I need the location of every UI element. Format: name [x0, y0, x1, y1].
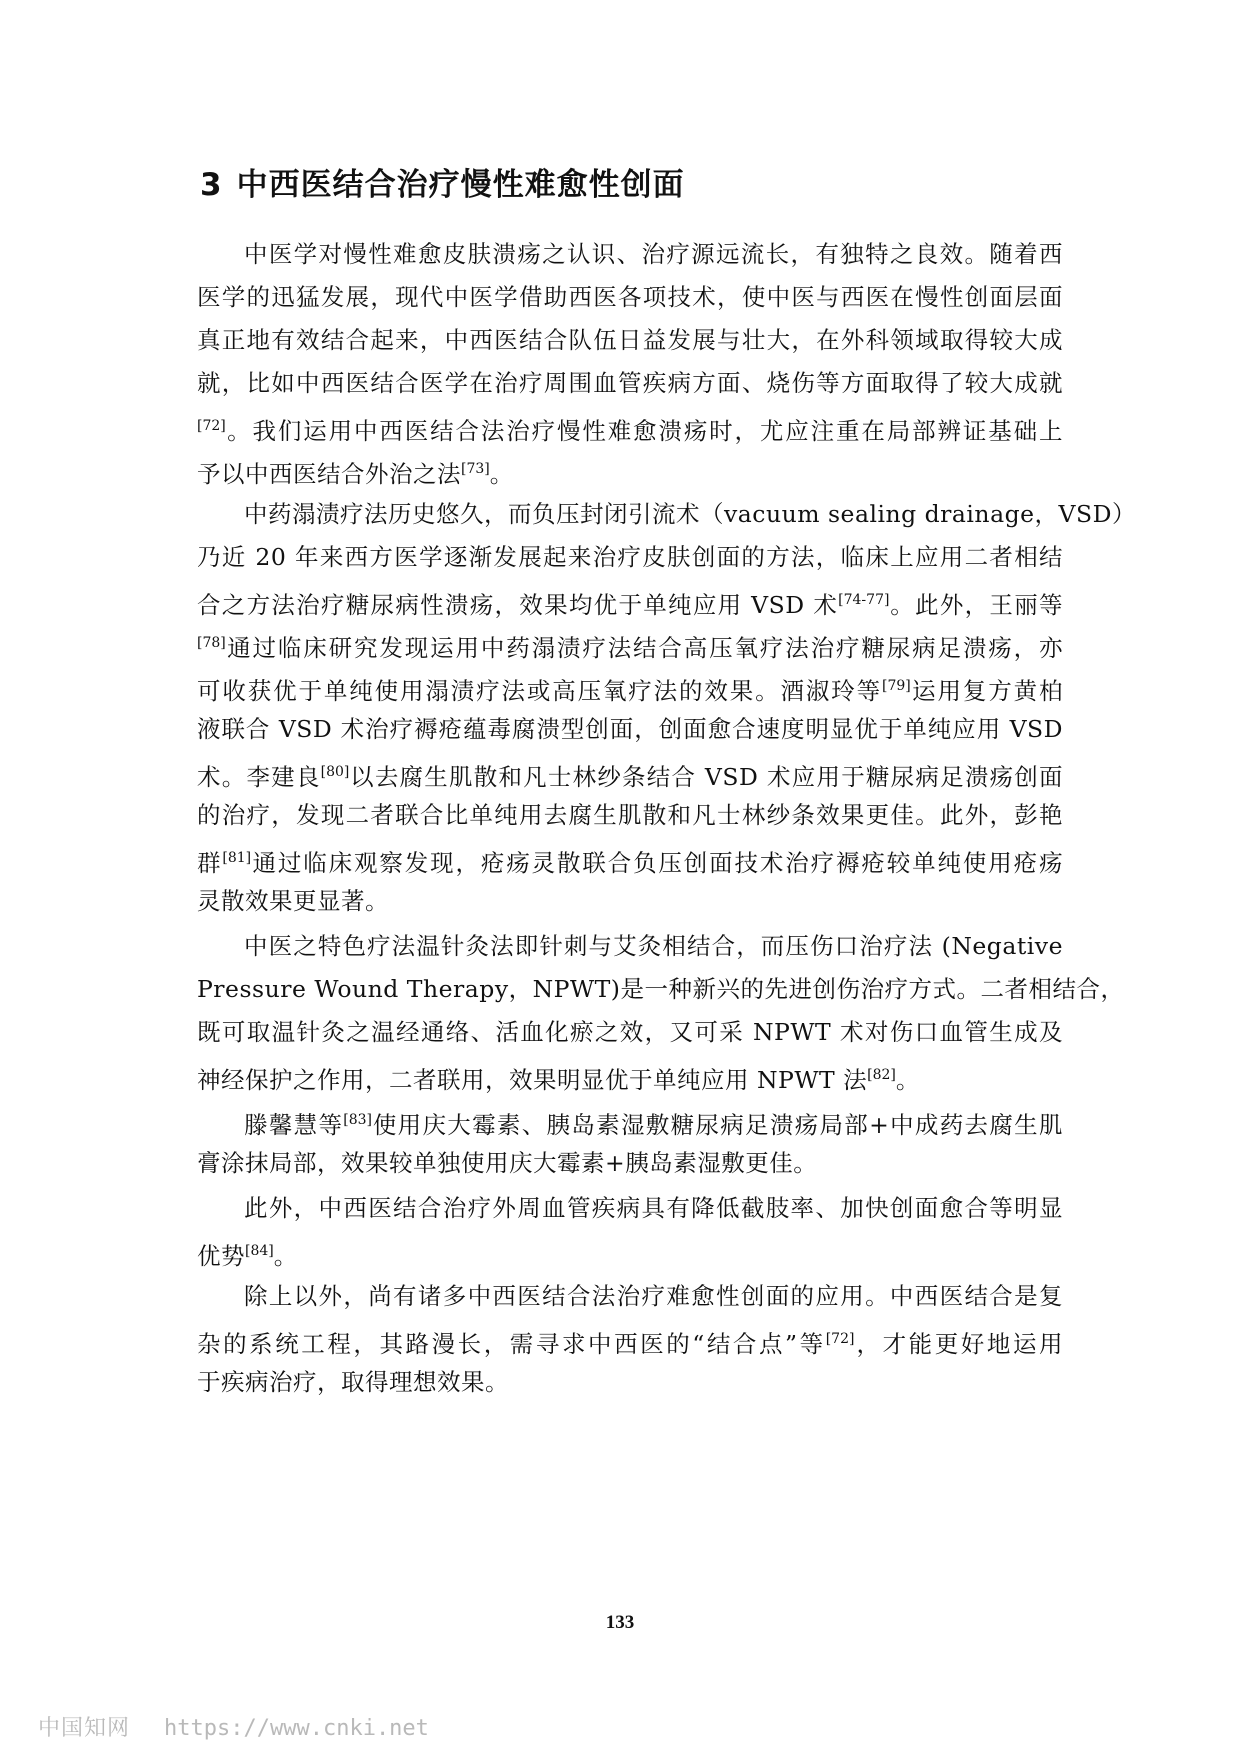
text-segment: 滕馨慧等 [244, 1111, 344, 1139]
text-line [197, 669, 1063, 703]
text-segment: 中药溻渍疗法历史悠久，而负压封闭引流术（vacuum sealing drainage，VSD） [244, 500, 1136, 528]
text-line [197, 1015, 1063, 1049]
text-segment: 。我们运用中西医结合法治疗慢性难愈溃疡时，尤应注重在局部辨证基础上 [225, 417, 1063, 445]
text-segment: 以去腐生肌散和凡士林纱条结合 VSD 术应用于糖尿病足溃疡创面 [349, 763, 1063, 791]
text-line [197, 1365, 1063, 1399]
text-segment: 于疾病治疗，取得理想效果。 [197, 1368, 509, 1396]
text-segment: 。 [273, 1242, 298, 1270]
text-segment: 此外，中西医结合治疗外周血管疾病具有降低截肢率、加快创面愈合等明显 [244, 1194, 1063, 1222]
section-number: 3 [200, 167, 223, 203]
text-line [244, 497, 1136, 531]
citation-ref: [80] [320, 764, 350, 780]
watermark-url: https://www.cnki.net [164, 1716, 429, 1741]
text-segment: 。此外，王丽等 [889, 591, 1063, 619]
text-line [197, 452, 1063, 486]
text-segment: 术。李建良 [197, 763, 321, 791]
text-segment: 既可取温针灸之温经通络、活血化瘀之效，又可采 NPWT 术对伤口血管生成及 [197, 1018, 1063, 1046]
text-segment: Pressure Wound Therapy，NPWT)是一种新兴的先进创伤治疗方式。二者相结合， [197, 975, 1125, 1003]
text-segment: 除上以外，尚有诸多中西医结合法治疗难愈性创面的应用。中西医结合是复 [244, 1282, 1063, 1310]
text-segment: 灵散效果更显著。 [197, 887, 389, 915]
text-line [197, 1234, 1063, 1268]
text-line [197, 366, 1063, 400]
text-segment: 通过临床研究发现运用中药溻渍疗法结合高压氧疗法治疗糖尿病足溃疡，亦 [225, 634, 1063, 662]
text-line [197, 1146, 1063, 1180]
text-line [244, 1191, 1063, 1225]
text-line [197, 798, 1063, 832]
section-title: 中西医结合治疗慢性难愈性创面 [236, 167, 685, 203]
section-heading [200, 159, 685, 204]
text-segment: 。 [489, 460, 514, 488]
text-line [244, 237, 1063, 271]
text-segment: 。 [895, 1066, 920, 1094]
text-segment: 液联合 VSD 术治疗褥疮蕴毒腐溃型创面，创面愈合速度明显优于单纯应用 VSD [197, 715, 1063, 743]
page-number: 133 [605, 1612, 635, 1633]
text-segment: 运用复方黄柏 [910, 677, 1064, 705]
text-segment: 中医之特色疗法温针灸法即针刺与艾灸相结合，而压伤口治疗法 (Negative [244, 932, 1063, 960]
citation-ref: [74-77] [838, 592, 890, 608]
citation-ref: [84] [245, 1243, 274, 1259]
text-segment: 神经保护之作用，二者联用，效果明显优于单纯应用 NPWT 法 [197, 1066, 868, 1094]
text-line [197, 583, 1063, 617]
text-segment: ，才能更好地运用 [854, 1330, 1064, 1358]
text-line [197, 1058, 1063, 1092]
text-segment: 合之方法治疗糖尿病性溃疡，效果均优于单纯应用 VSD 术 [197, 591, 839, 619]
text-segment: 医学的迅猛发展，现代中医学借助西医各项技术，使中医与西医在慢性创面层面 [197, 283, 1063, 311]
citation-ref: [79] [882, 678, 911, 694]
citation-ref: [81] [222, 850, 252, 866]
text-line [244, 1103, 1063, 1137]
text-line [197, 1322, 1063, 1356]
text-segment: 的治疗，发现二者联合比单纯用去腐生肌散和凡士林纱条效果更佳。此外，彭艳 [197, 801, 1063, 829]
text-segment: 真正地有效结合起来，中西医结合队伍日益发展与壮大，在外科领域取得较大成 [197, 326, 1063, 354]
text-segment: 膏涂抹局部，效果较单独使用庆大霉素+胰岛素湿敷更佳。 [197, 1149, 818, 1177]
text-segment: 优势 [197, 1242, 245, 1270]
text-segment: 中医学对慢性难愈皮肤溃疡之认识、治疗源远流长，有独特之良效。随着西 [244, 240, 1063, 268]
text-segment: 通过临床观察发现，疮疡灵散联合负压创面技术治疗褥疮较单纯使用疮疡 [251, 849, 1064, 877]
text-line [197, 280, 1063, 314]
text-segment: 乃近 20 年来西方医学逐渐发展起来治疗皮肤创面的方法，临床上应用二者相结 [197, 543, 1063, 571]
text-line [197, 540, 1063, 574]
citation-ref: [72] [197, 418, 226, 434]
text-line [197, 755, 1063, 789]
citation-ref: [73] [461, 461, 490, 477]
watermark [38, 1711, 429, 1742]
text-segment: 使用庆大霉素、胰岛素湿敷糖尿病足溃疡局部+中成药去腐生肌 [372, 1111, 1063, 1139]
text-segment: 就，比如中西医结合医学在治疗周围血管疾病方面、烧伤等方面取得了较大成就 [197, 369, 1063, 397]
text-line [197, 884, 1063, 918]
text-segment: 可收获优于单纯使用溻渍疗法或高压氧疗法的效果。酒淑玲等 [197, 677, 883, 705]
text-segment: 予以中西医结合外治之法 [197, 460, 461, 488]
citation-ref: [83] [343, 1112, 373, 1128]
watermark-logo: 中国知网 [38, 1716, 131, 1741]
text-segment: 杂的系统工程，其路漫长，需寻求中西医的“结合点”等 [197, 1330, 826, 1358]
citation-ref: [82] [867, 1067, 896, 1083]
text-line [197, 712, 1063, 746]
text-line [197, 323, 1063, 357]
citation-ref: [72] [825, 1331, 855, 1347]
text-line [197, 409, 1063, 443]
text-line [197, 841, 1063, 875]
text-line [197, 972, 1125, 1006]
text-line [244, 929, 1063, 963]
text-line [244, 1279, 1063, 1313]
citation-ref: [78] [197, 635, 226, 651]
text-line [197, 626, 1063, 660]
text-segment: 群 [197, 849, 223, 877]
